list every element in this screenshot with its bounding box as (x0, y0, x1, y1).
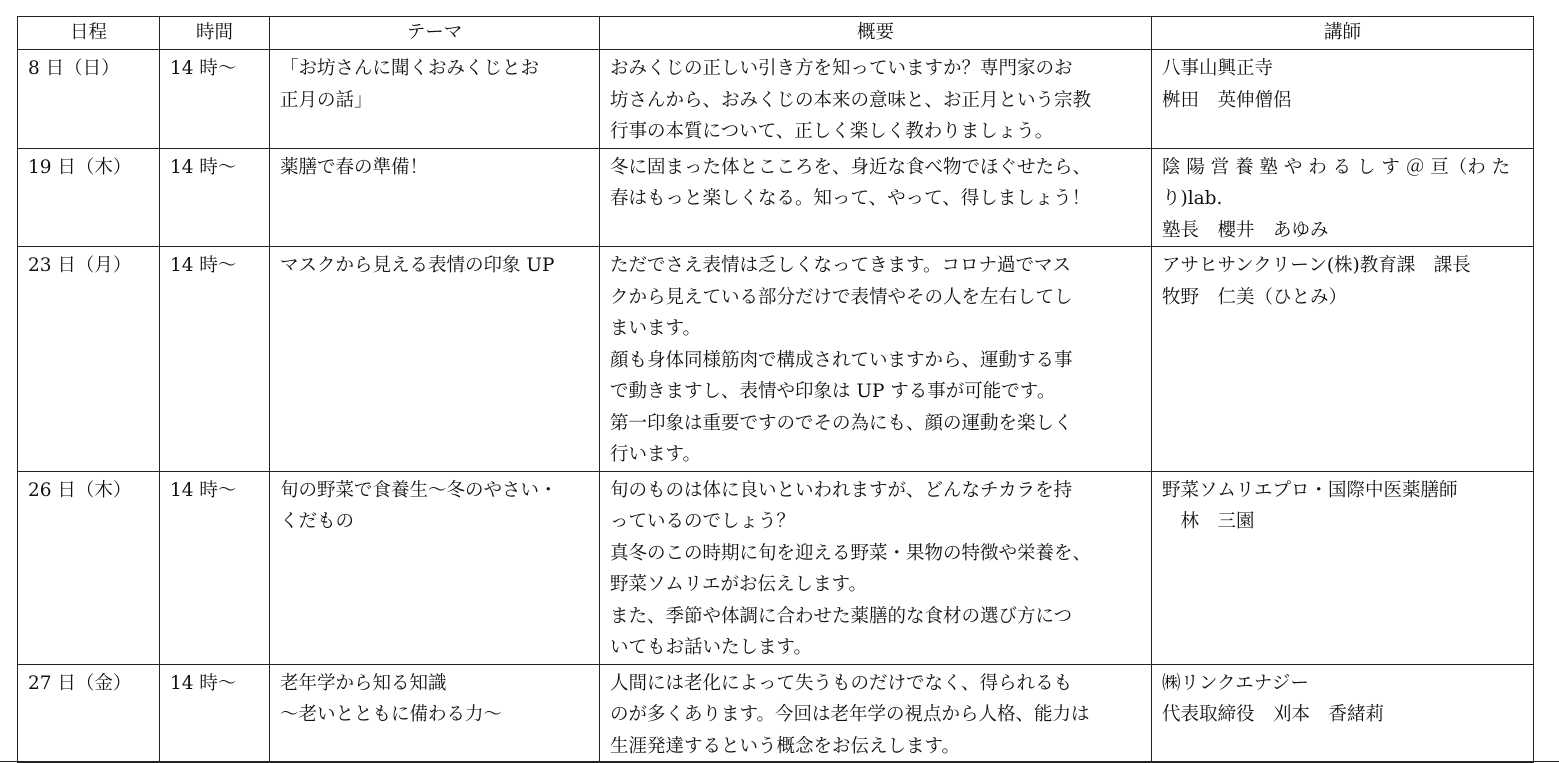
lecturer-line: 陰 陽 営 養 塾 や わ る し す ＠ 亘（わ た (1162, 156, 1511, 178)
schedule-table (17, 16, 1534, 763)
theme-line: 薬膳で春の準備！ (280, 156, 429, 178)
lecturer-cell (1152, 148, 1534, 247)
date-cell: 23 日（月） (18, 247, 160, 472)
summary-cell (600, 148, 1152, 247)
header-time: 時間 (160, 17, 270, 50)
table-row (18, 148, 1534, 247)
lecturer-line: ㈱リンクエナジー (1162, 672, 1309, 694)
table-row (18, 50, 1534, 149)
date-cell: 19 日（木） (18, 148, 160, 247)
lecturer-line: 桝田 英伸僧侶 (1162, 89, 1292, 111)
summary-cell (600, 50, 1152, 149)
schedule-sheet (17, 16, 1534, 763)
lecturer-cell (1152, 247, 1534, 472)
summary-line: 坊さんから、おみくじの本来の意味と、お正月という宗教 (610, 89, 1092, 111)
theme-cell (270, 664, 600, 763)
summary-line: 春はもっと楽しくなる。知って、やって、得しましょう！ (610, 188, 1091, 209)
lecturer-line: 塾長 櫻井 あゆみ (1162, 219, 1329, 241)
header-row (18, 17, 1534, 50)
lecturer-line: 野菜ソムリエプロ・国際中医薬膳師 (1162, 479, 1458, 501)
theme-cell (270, 471, 600, 664)
page-bottom-rule (0, 761, 1559, 762)
summary-line: ただでさえ表情は乏しくなってきます。コロナ過でマス (610, 255, 1072, 276)
theme-line: ～老いとともに備わる力～ (280, 704, 503, 725)
lecturer-line: 林 三園 (1162, 511, 1255, 532)
time-cell: 14 時～ (160, 50, 270, 149)
lecturer-line: 八事山興正寺 (1162, 58, 1274, 79)
summary-line: クから見えている部分だけで表情やその人を左右してし (610, 286, 1073, 308)
theme-cell (270, 247, 600, 472)
header-summary: 概要 (600, 17, 1152, 50)
theme-line: 老年学から知る知識 (280, 672, 447, 694)
lecturer-line: り)lab. (1162, 188, 1223, 209)
summary-line: 旬のものは体に良いといわれますが、どんなチカラを持 (610, 479, 1073, 501)
lecturer-line: 牧野 仁美（ひとみ） (1162, 286, 1348, 308)
lecturer-cell (1152, 664, 1534, 763)
summary-line: のが多くあります。今回は老年学の視点から人格、能力は (610, 704, 1090, 725)
date-cell: 26 日（木） (18, 471, 160, 664)
lecturer-line: 代表取締役 刈本 香緒莉 (1162, 704, 1385, 725)
summary-line: 野菜ソムリエがお伝えします。 (610, 574, 867, 595)
summary-line: 人間には老化によって失うものだけでなく、得られるも (610, 672, 1073, 694)
theme-line: 「お坊さんに聞くおみくじとお (280, 58, 540, 79)
lecturer-cell (1152, 50, 1534, 149)
summary-cell (600, 247, 1152, 472)
lecturer-line: アサヒサンクリーン(株)教育課 課長 (1162, 255, 1471, 276)
summary-line: 冬に固まった体とこころを、身近な食べ物でほぐせたら、 (610, 156, 1092, 178)
date-cell: 8 日（日） (18, 50, 160, 149)
summary-line: で動きますし、表情や印象は UP する事が可能です。 (610, 381, 1056, 402)
table-row (18, 247, 1534, 472)
summary-line: いてもお話いたします。 (610, 637, 813, 658)
summary-line: 生涯発達するという概念をお伝えします。 (610, 735, 961, 757)
time-cell: 14 時～ (160, 664, 270, 763)
header-theme: テーマ (270, 17, 600, 50)
theme-cell (270, 50, 600, 149)
date-cell: 27 日（金） (18, 664, 160, 763)
theme-line: 旬の野菜で食養生～冬のやさい・ (280, 479, 558, 501)
table-row (18, 664, 1534, 763)
table-row (18, 471, 1534, 664)
summary-cell (600, 471, 1152, 664)
summary-line: おみくじの正しい引き方を知っていますか？専門家のお (610, 58, 1073, 79)
theme-cell (270, 148, 600, 247)
theme-line: マスクから見える表情の印象 UP (280, 255, 555, 276)
summary-line: 真冬のこの時期に旬を迎える野菜・果物の特徴や栄養を、 (610, 542, 1092, 564)
theme-line: くだもの (280, 511, 355, 532)
time-cell: 14 時～ (160, 148, 270, 247)
header-lecturer: 講師 (1152, 17, 1534, 50)
header-date: 日程 (18, 17, 160, 50)
time-cell: 14 時～ (160, 471, 270, 664)
summary-line: 行います。 (610, 444, 702, 465)
theme-line: 正月の話」 (280, 89, 373, 111)
summary-line: っているのでしょう？ (610, 511, 796, 532)
summary-cell (600, 664, 1152, 763)
summary-line: 顔も身体同様筋肉で構成されていますから、運動する事 (610, 349, 1073, 371)
summary-line: まいます。 (610, 318, 702, 339)
summary-line: 第一印象は重要ですのでその為にも、顔の運動を楽しく (610, 412, 1073, 434)
summary-line: また、季節や体調に合わせた薬膳的な食材の選び方につ (610, 605, 1073, 627)
summary-line: 行事の本質について、正しく楽しく教わりましょう。 (610, 121, 1054, 142)
lecturer-cell (1152, 471, 1534, 664)
time-cell: 14 時～ (160, 247, 270, 472)
